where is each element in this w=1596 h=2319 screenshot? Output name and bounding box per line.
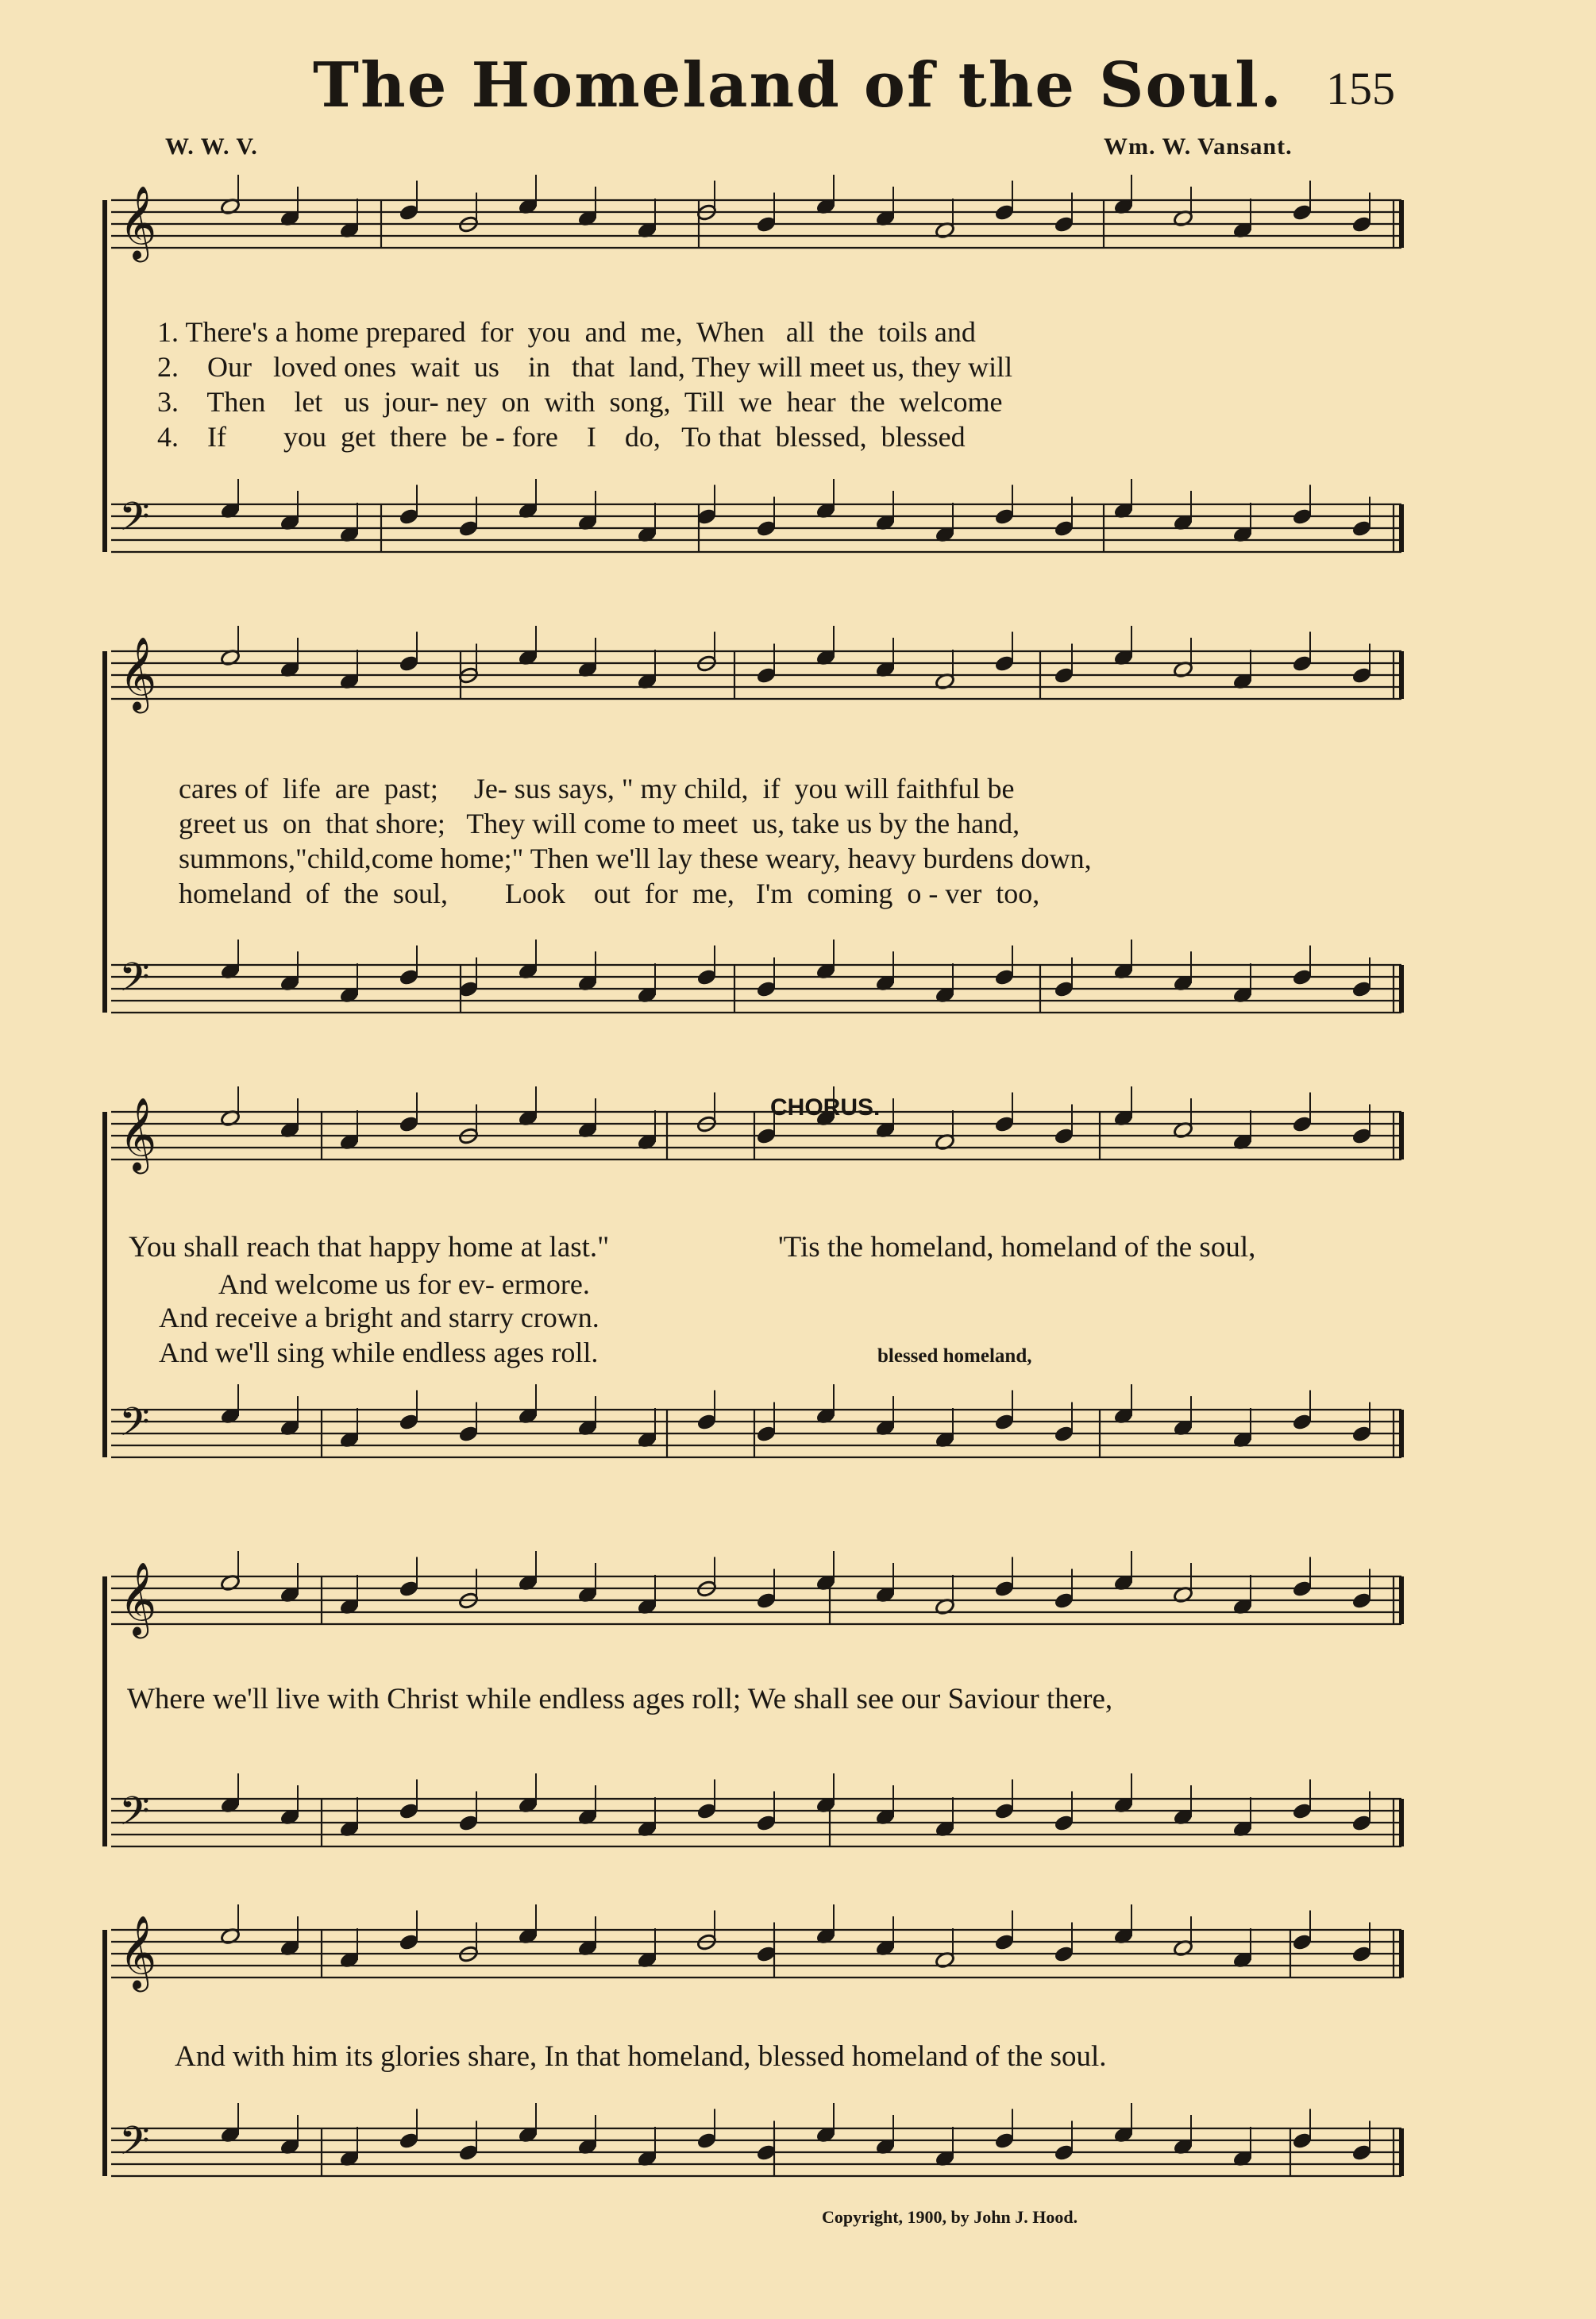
chorus-line-2: Where we'll live with Christ while endless ages roll; We shall see our Saviour there,	[127, 1683, 1113, 1715]
verse-1-line-1: 1. There's a home prepared for you and me, When all the toils and	[157, 316, 976, 348]
treble-clef-3: 𝄞	[119, 1097, 157, 1171]
hymn-title: The Homeland of the Soul.	[312, 49, 1284, 122]
composer-credit: Wm. W. Vansant.	[1104, 133, 1293, 160]
verse-3-line-3: And receive a bright and starry crown.	[159, 1302, 599, 1333]
verse-2-line-3: And welcome us for ev- ermore.	[218, 1268, 590, 1300]
bass-clef-2: 𝄢	[119, 955, 150, 1010]
chorus-label: CHORUS.	[770, 1094, 881, 1121]
verse-1-line-3: You shall reach that happy home at last."	[129, 1231, 610, 1264]
lyricist-credit: W. W. V.	[165, 133, 258, 160]
verse-1-line-2: cares of life are past; Je- sus says, " my child, if you will faithful be	[179, 773, 1015, 805]
bass-clef-3: 𝄢	[119, 1399, 150, 1455]
treble-clef-2: 𝄞	[119, 636, 157, 710]
page-number: 155	[1326, 63, 1395, 114]
bass-clef-5: 𝄢	[119, 2118, 150, 2174]
chorus-line-3: And with him its glories share, In that homeland, blessed homeland of the soul.	[175, 2040, 1107, 2073]
chorus-line-1: 'Tis the homeland, homeland of the soul,	[778, 1231, 1256, 1264]
treble-clef-5: 𝄞	[119, 1915, 157, 1989]
copyright-notice: Copyright, 1900, by John J. Hood.	[822, 2207, 1078, 2227]
bass-echo-text: blessed homeland,	[877, 1345, 1032, 1367]
bass-clef-4: 𝄢	[119, 1788, 150, 1844]
bass-clef-1: 𝄢	[119, 494, 150, 550]
verse-3-line-1: 3. Then let us jour- ney on with song, Till we hear the welcome	[157, 386, 1003, 418]
verse-2-line-2: greet us on that shore; They will come to meet us, take us by the hand,	[179, 808, 1020, 839]
verse-4-line-1: 4. If you get there be - fore I do, To that blessed, blessed	[157, 421, 966, 453]
verse-2-line-1: 2. Our loved ones wait us in that land, They will meet us, they will	[157, 351, 1013, 383]
treble-clef-4: 𝄞	[119, 1561, 157, 1635]
verse-4-line-2: homeland of the soul, Look out for me, I'm coming o - ver too,	[179, 878, 1040, 909]
verse-4-line-3: And we'll sing while endless ages roll.	[159, 1337, 599, 1368]
verse-3-line-2: summons,"child,come home;" Then we'll lay these weary, heavy burdens down,	[179, 843, 1092, 874]
treble-clef-1: 𝄞	[119, 185, 157, 259]
